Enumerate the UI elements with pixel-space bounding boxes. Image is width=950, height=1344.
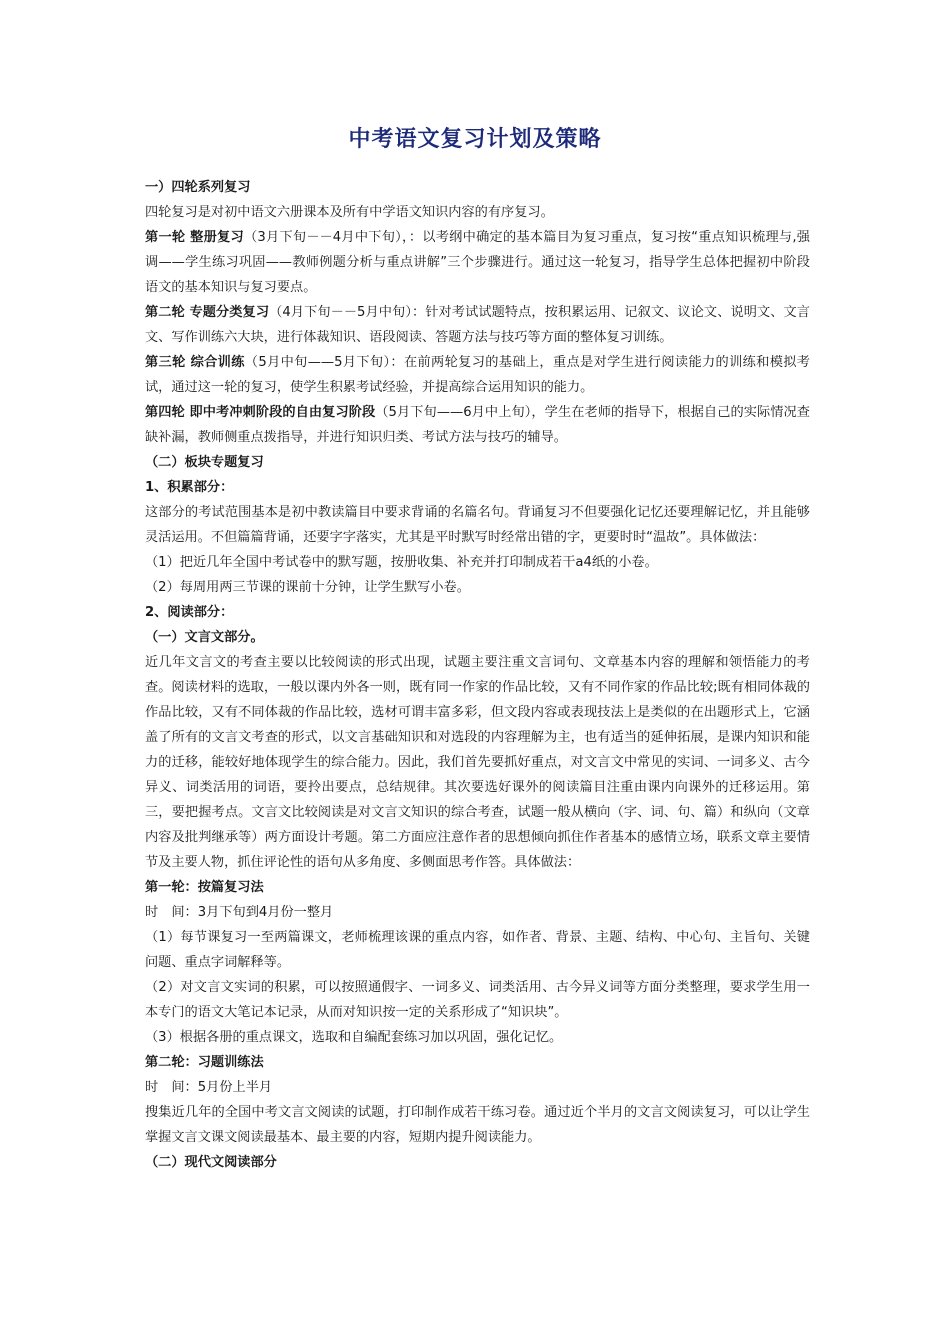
paragraph <box>145 450 810 475</box>
paragraph-heading: 第二轮：习题训练法 <box>145 1055 264 1070</box>
paragraph-heading: 2、阅读部分： <box>145 605 234 620</box>
paragraph-text: 近几年文言文的考查主要以比较阅读的形式出现，试题主要注重文言词句、文章基本内容的理解和领悟能力的考查。阅读材料的选取，一般以课内外各一则，既有同一作家的作品比较，又有不同作家的作品比较;既有相同体裁的作品比较，又有不同体裁的作品比较，选材可谓丰富多彩，但文段内容或表现技法上是类似的在出题形式上，它涵盖了所有的文言文考查的形式，以文言基础知识和对选段的内容理解为主，也有适当的延伸拓展，是课内知识和能力的迁移，能较好地体现学生的综合能力。因此，我们首先要抓好重点，对文言文中常见的实词、一词多义、古今异义、词类活用的词语，要拎出要点，总结规律。其次要选好课外的阅读篇目注重由课内向课外的迁移运用。第三，要把握考点。文言文比较阅读是对文言文知识的综合考查，试题一般从横向（字、词、句、篇）和纵向（文章内容及批判继承等）两方面设计考题。第二方面应注意作者的思想倾向抓住作者基本的感情立场，联系文章主要情节及主要人物，抓住评论性的语句从多角度、多侧面思考作答。具体做法： <box>145 655 810 870</box>
paragraph <box>145 1150 810 1175</box>
paragraph-text: 搜集近几年的全国中考文言文阅读的试题，打印制作成若干练习卷。通过近个半月的文言文阅读复习，可以让学生掌握文言文课文阅读最基本、最主要的内容，短期内提升阅读能力。 <box>145 1105 810 1145</box>
paragraph <box>145 1075 810 1100</box>
paragraph-heading: 1、积累部分： <box>145 480 234 495</box>
paragraph-heading: （二）板块专题复习 <box>145 455 264 470</box>
paragraph <box>145 1050 810 1075</box>
paragraph-text: （5月中旬——5月下旬）：在前两轮复习的基础上，重点是对学生进行阅读能力的训练和模拟考试，通过这一轮的复习，使学生积累考试经验，并提高综合运用知识的能力。 <box>145 355 810 395</box>
paragraph <box>145 1100 810 1150</box>
paragraph-text: （3月下旬－－4月中下旬），：以考纲中确定的基本篇目为复习重点，复习按“重点知识梳理与,强调——学生练习巩固——教师例题分析与重点讲解”三个步骤进行。通过这一轮复习，指导学生总体把握初中阶段语文的基本知识与复习要点。 <box>145 230 810 295</box>
paragraph <box>145 875 810 900</box>
paragraph-heading: 第一轮：按篇复习法 <box>145 880 264 895</box>
paragraph <box>145 200 810 225</box>
paragraph <box>145 550 810 575</box>
paragraph-text: （1）把近几年全国中考试卷中的默写题，按册收集、补充并打印制成若干a4纸的小卷。 <box>145 555 658 570</box>
paragraph <box>145 900 810 925</box>
paragraph-heading: 一）四轮系列复习 <box>145 180 251 195</box>
paragraph-heading: （一）文言文部分。 <box>145 630 264 645</box>
paragraph <box>145 975 810 1025</box>
paragraph-text: 时 间：5月份上半月 <box>145 1080 273 1095</box>
paragraph-text: 这部分的考试范围基本是初中教读篇目中要求背诵的名篇名句。背诵复习不但要强化记忆还要理解记忆，并且能够灵活运用。不但篇篇背诵，还要字字落实，尤其是平时默写时经常出错的字，更要时时“温故”。具体做法： <box>145 505 810 545</box>
paragraph-text: （2）每周用两三节课的课前十分钟，让学生默写小卷。 <box>145 580 470 595</box>
paragraph <box>145 475 810 500</box>
paragraph-heading: 第三轮 综合训练 <box>145 355 245 370</box>
paragraph-text: 四轮复习是对初中语文六册课本及所有中学语文知识内容的有序复习。 <box>145 205 554 220</box>
paragraph <box>145 175 810 200</box>
paragraph <box>145 225 810 300</box>
paragraph <box>145 500 810 550</box>
paragraph <box>145 600 810 625</box>
document-body <box>145 175 810 1175</box>
paragraph <box>145 575 810 600</box>
paragraph-heading: 第二轮 专题分类复习 <box>145 305 270 320</box>
paragraph <box>145 400 810 450</box>
paragraph <box>145 350 810 400</box>
paragraph-text: （5月下旬——6月中上旬），学生在老师的指导下，根据自己的实际情况查缺补漏，教师侧重点拨指导，并进行知识归类、考试方法与技巧的辅导。 <box>145 405 810 445</box>
paragraph-heading: （二）现代文阅读部分 <box>145 1155 277 1170</box>
paragraph <box>145 625 810 650</box>
paragraph <box>145 925 810 975</box>
paragraph-text: （1）每节课复习一至两篇课文，老师梳理该课的重点内容，如作者、背景、主题、结构、中心句、主旨句、关键问题、重点字词解释等。 <box>145 930 810 970</box>
paragraph <box>145 300 810 350</box>
paragraph-heading: 第四轮 即中考冲刺阶段的自由复习阶段 <box>145 405 376 420</box>
paragraph-text: （2）对文言文实词的积累，可以按照通假字、一词多义、词类活用、古今异义词等方面分类整理，要求学生用一本专门的语文大笔记本记录，从而对知识按一定的关系形成了“知识块”。 <box>145 980 810 1020</box>
paragraph-text: 时 间：3月下旬到4月份一整月 <box>145 905 334 920</box>
paragraph <box>145 650 810 875</box>
document-title: 中考语文复习计划及策略 <box>348 127 602 152</box>
paragraph-text: （4月下旬－－5月中旬）：针对考试试题特点，按积累运用、记叙文、议论文、说明文、文言文、写作训练六大块，进行体裁知识、语段阅读、答题方法与技巧等方面的整体复习训练。 <box>145 305 810 345</box>
paragraph <box>145 1025 810 1050</box>
paragraph-heading: 第一轮 整册复习 <box>145 230 244 245</box>
paragraph-text: （3）根据各册的重点课文，选取和自编配套练习加以巩固，强化记忆。 <box>145 1030 563 1045</box>
